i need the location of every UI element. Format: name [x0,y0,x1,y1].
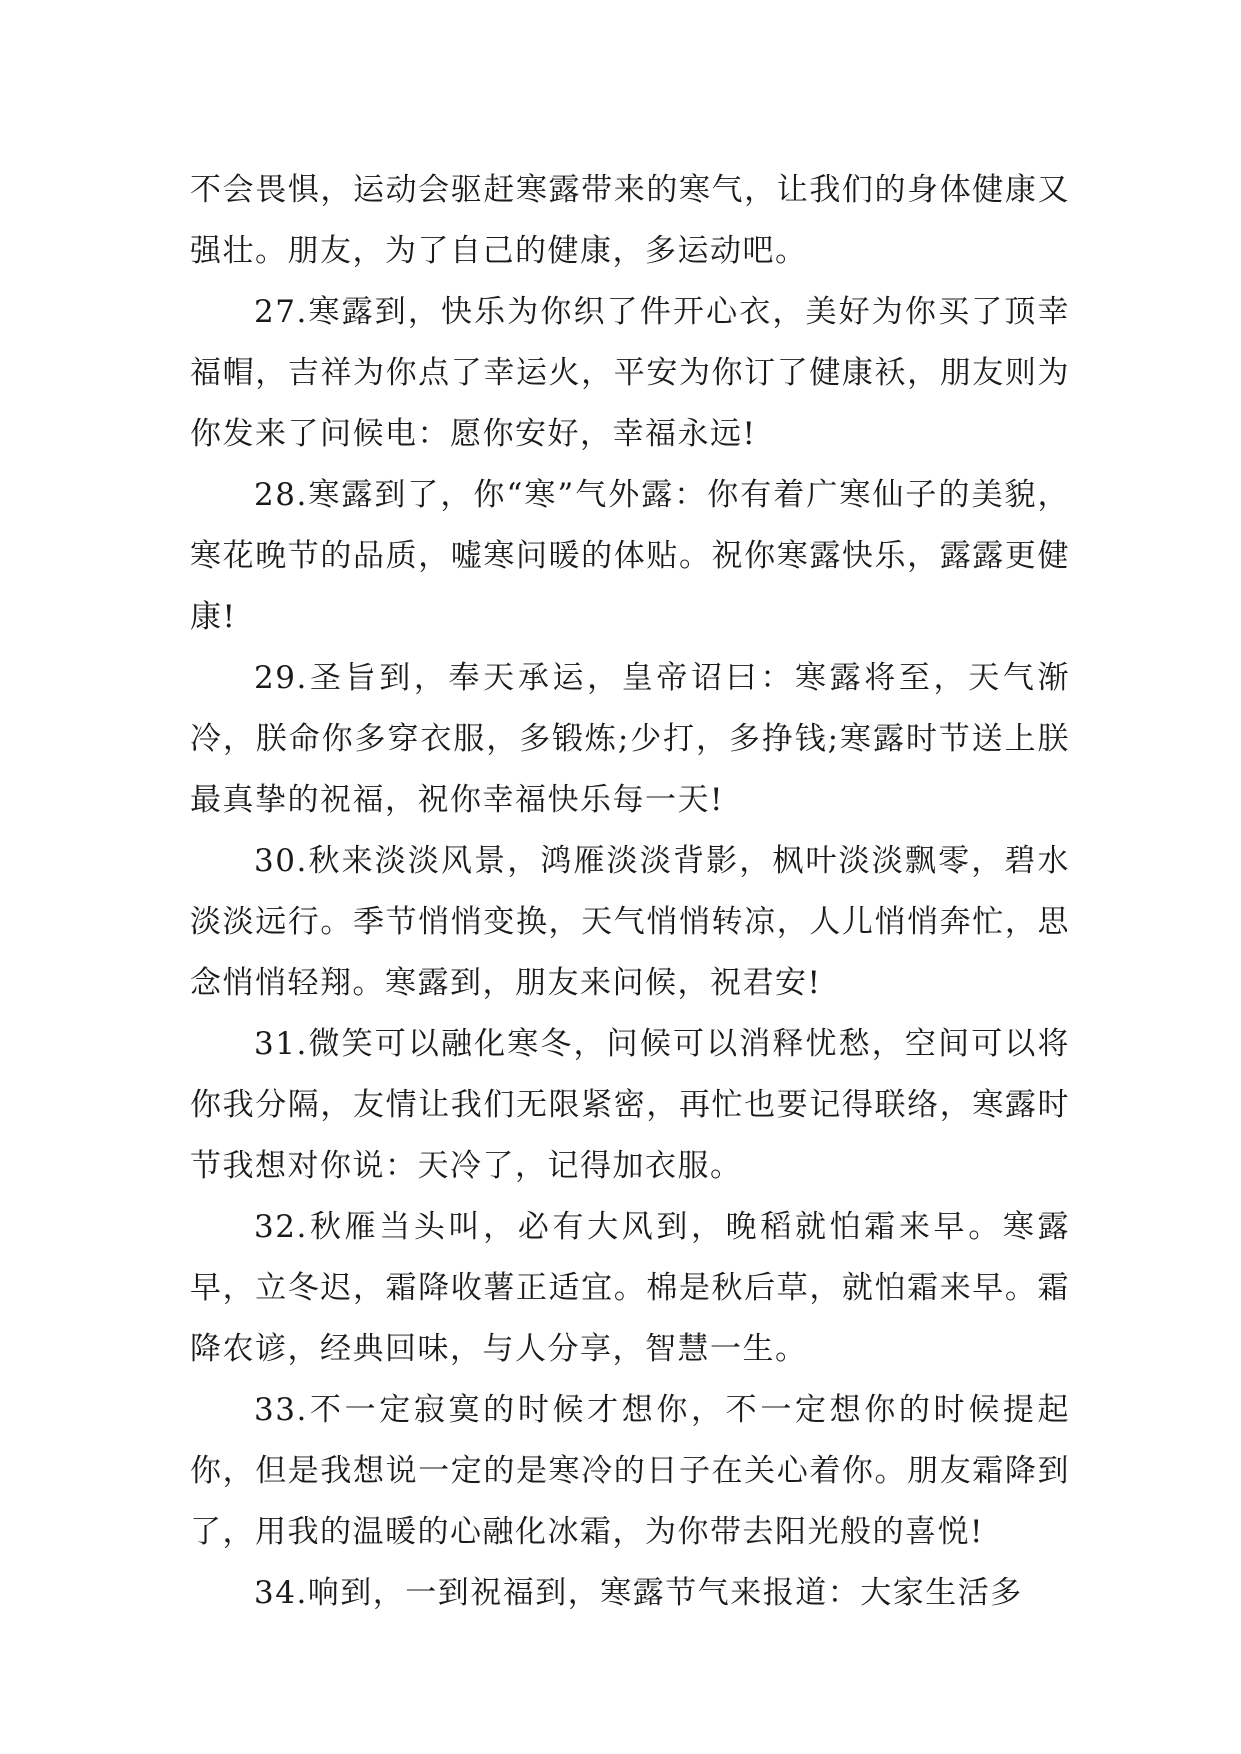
paragraph-continuation: 不会畏惧，运动会驱赶寒露带来的寒气，让我们的身体健康又强壮。朋友，为了自己的健康，多运动吧。 [190,172,1070,269]
paragraph-31: 31.微笑可以融化寒冬，问候可以消释忧愁，空间可以将你我分隔，友情让我们无限紧密，再忙也要记得联络，寒露时节我想对你说：天冷了，记得加衣服。 [190,1026,1070,1184]
paragraph-32: 32.秋雁当头叫，必有大风到，晚稻就怕霜来早。寒露早，立冬迟，霜降收薯正适宜。棉是秋后草，就怕霜来早。霜降农谚，经典回味，与人分享，智慧一生。 [190,1209,1070,1367]
paragraph-27: 27.寒露到，快乐为你织了件开心衣，美好为你买了顶幸福帽，吉祥为你点了幸运火，平安为你订了健康袄，朋友则为你发来了问候电：愿你安好，幸福永远! [190,294,1070,452]
paragraph-33: 33.不一定寂寞的时候才想你，不一定想你的时候提起你，但是我想说一定的是寒冷的日子在关心着你。朋友霜降到了，用我的温暖的心融化冰霜，为你带去阳光般的喜悦! [190,1392,1070,1550]
paragraph-34: 34.响到，一到祝福到，寒露节气来报道：大家生活多 [254,1575,1023,1611]
paragraph-28: 28.寒露到了，你“寒”气外露：你有着广寒仙子的美貌，寒花晚节的品质，嘘寒问暖的体贴。祝你寒露快乐，露露更健康! [190,477,1070,635]
paragraph-29: 29.圣旨到，奉天承运，皇帝诏曰：寒露将至，天气渐冷，朕命你多穿衣服，多锻炼;少打，多挣钱;寒露时节送上朕最真挚的祝福，祝你幸福快乐每一天! [190,660,1070,818]
paragraph-30: 30.秋来淡淡风景，鸿雁淡淡背影，枫叶淡淡飘零，碧水淡淡远行。季节悄悄变换，天气悄悄转凉，人儿悄悄奔忙，思念悄悄轻翔。寒露到，朋友来问候，祝君安! [190,843,1070,1001]
document-body [190,160,1070,1624]
